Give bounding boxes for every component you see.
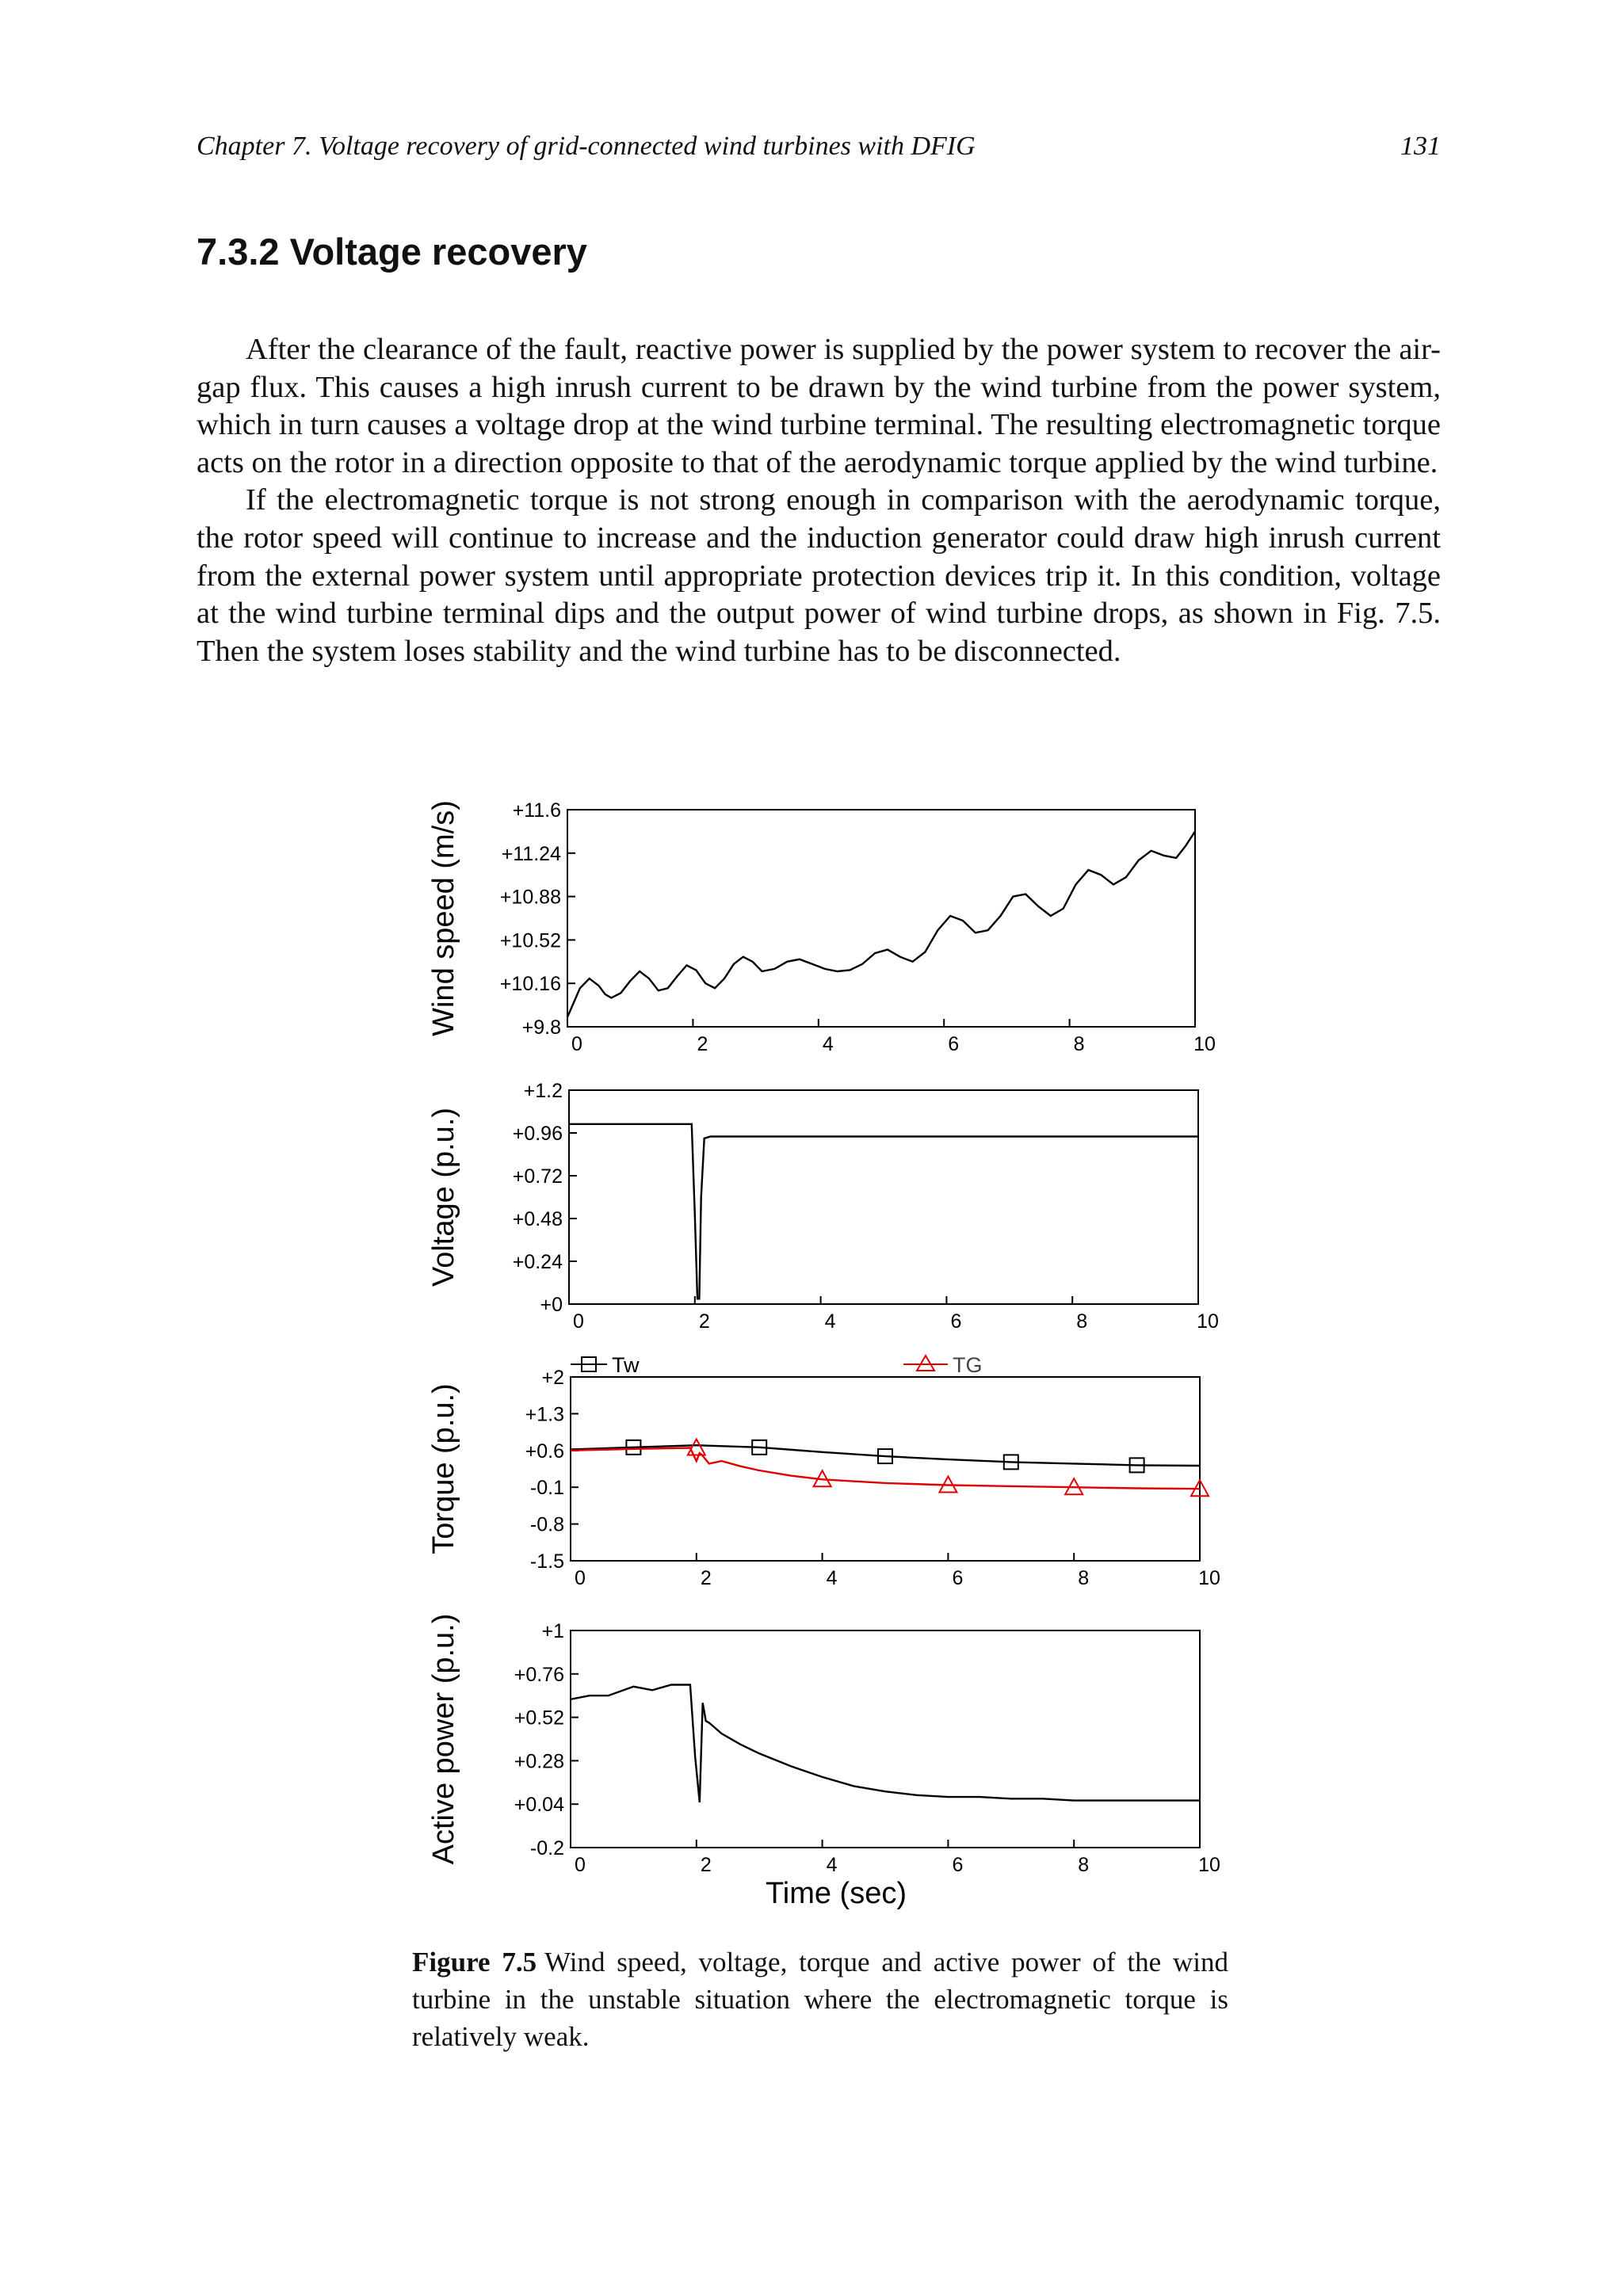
plot-frame [567, 810, 1195, 1027]
x-tick-label: 6 [952, 1567, 964, 1589]
y-tick-label: +1.2 [523, 1080, 563, 1102]
x-tick-label: 4 [826, 1854, 838, 1876]
chart-panel-1 [427, 799, 1216, 1055]
page-number: 131 [1400, 132, 1441, 161]
data-marker [1065, 1478, 1083, 1494]
data-marker [752, 1440, 766, 1455]
y-tick-label: +1 [541, 1620, 564, 1642]
y-tick-label: +1.3 [525, 1403, 564, 1426]
y-tick-label: +0.04 [514, 1794, 564, 1817]
y-tick-label: +9.8 [521, 1016, 561, 1039]
y-tick-label: +11.6 [512, 799, 561, 822]
y-tick-label: +11.24 [501, 842, 561, 865]
y-tick-label: +0.24 [512, 1251, 563, 1273]
x-tick-label: 8 [1078, 1854, 1090, 1876]
chart-legend [571, 1353, 983, 1377]
data-marker [1130, 1458, 1144, 1472]
x-tick-label: 4 [824, 1310, 836, 1333]
legend-marker [582, 1357, 596, 1371]
plot-frame [571, 1630, 1200, 1848]
series-line-TG [571, 1448, 1200, 1489]
chart-panel-3 [427, 1353, 1220, 1589]
y-tick-label: -0.8 [529, 1513, 564, 1536]
data-marker [814, 1470, 831, 1486]
x-tick-label: 10 [1198, 1567, 1220, 1589]
series-line-s1 [571, 1685, 1200, 1802]
y-tick-label: +0.28 [514, 1750, 564, 1773]
legend-marker [917, 1356, 934, 1371]
x-tick-label: 2 [697, 1033, 708, 1055]
data-marker [1004, 1455, 1018, 1469]
legend-label: TG [953, 1353, 983, 1377]
data-marker [626, 1440, 640, 1455]
series-line-s1 [567, 831, 1195, 1016]
y-axis-label: Wind speed (m/s) [427, 800, 460, 1036]
chart-panel-4 [427, 1614, 1220, 1876]
y-tick-label: -0.1 [529, 1477, 564, 1500]
y-tick-label: +0.48 [512, 1208, 563, 1230]
y-axis-label: Voltage (p.u.) [427, 1107, 460, 1287]
x-tick-label: 0 [575, 1567, 586, 1589]
y-tick-label: -0.2 [529, 1837, 564, 1859]
x-tick-label: 2 [700, 1854, 712, 1876]
figure-caption [412, 1943, 1228, 2055]
x-tick-label: 4 [822, 1033, 834, 1055]
legend-label: Tw [612, 1353, 640, 1377]
x-axis-label: Time (sec) [765, 1877, 907, 1910]
x-tick-label: 4 [826, 1567, 838, 1589]
y-tick-label: +0.6 [525, 1440, 564, 1463]
section-heading: 7.3.2 Voltage recovery [197, 231, 587, 273]
series-line-Tw [571, 1445, 1200, 1466]
x-tick-label: 6 [952, 1854, 964, 1876]
x-tick-label: 10 [1197, 1310, 1219, 1333]
x-tick-label: 10 [1193, 1033, 1216, 1055]
y-tick-label: +0.76 [514, 1663, 564, 1686]
y-axis-label: Active power (p.u.) [427, 1613, 460, 1865]
x-tick-label: 0 [575, 1854, 586, 1876]
x-tick-label: 0 [573, 1310, 584, 1333]
data-marker [939, 1477, 957, 1493]
y-tick-label: +0.96 [512, 1123, 563, 1145]
body-text [197, 331, 1441, 670]
x-tick-label: 6 [950, 1310, 962, 1333]
x-tick-label: 10 [1198, 1854, 1220, 1876]
data-marker [688, 1439, 705, 1455]
x-tick-label: 2 [698, 1310, 710, 1333]
y-axis-label: Torque (p.u.) [427, 1383, 460, 1554]
y-tick-label: +10.52 [499, 929, 561, 952]
x-tick-label: 6 [948, 1033, 960, 1055]
plot-frame [571, 1377, 1200, 1561]
series-line-s1 [569, 1124, 1198, 1299]
y-tick-label: -1.5 [529, 1550, 564, 1573]
y-tick-label: +10.16 [499, 973, 561, 996]
chart-panel-2 [427, 1080, 1219, 1333]
x-tick-label: 8 [1076, 1310, 1088, 1333]
paragraph: If the electromagnetic torque is not strong enough in comparison with the aerodynamic torque, the rotor speed will continue to increase and the induction generator could draw high inrush current from the external power system until appropriate protection devices trip it. In this condition, voltage at the wind turbine terminal dips and the output power of wind turbine drops, as shown in Fig. 7.5. Then the system loses stability and the wind turbine has to be disconnected. [197, 483, 1441, 668]
y-tick-label: +0 [540, 1294, 563, 1316]
plot-frame [569, 1090, 1198, 1304]
y-tick-label: +0.72 [512, 1165, 563, 1188]
y-tick-label: +0.52 [514, 1707, 564, 1730]
paragraph: After the clearance of the fault, reactive power is supplied by the power system to recover the air-gap flux. This causes a high inrush current to be drawn by the wind turbine from the power system, which in turn causes a voltage drop at the wind turbine terminal. The resulting electromagnetic torque acts on the rotor in a direction opposite to that of the aerodynamic torque applied by the wind turbine. [197, 333, 1441, 479]
x-tick-label: 8 [1078, 1567, 1090, 1589]
figure-label: Figure 7.5 [412, 1947, 537, 1978]
y-tick-label: +2 [541, 1367, 564, 1389]
x-tick-label: 2 [700, 1567, 712, 1589]
y-tick-label: +10.88 [499, 886, 561, 909]
chapter-title: Chapter 7. Voltage recovery of grid-connected wind turbines with DFIG [197, 132, 976, 161]
data-marker [1191, 1480, 1209, 1496]
x-tick-label: 8 [1073, 1033, 1085, 1055]
data-marker [878, 1449, 892, 1463]
x-tick-label: 0 [571, 1033, 582, 1055]
caption-text: Wind speed, voltage, torque and active power of the wind turbine in the unstable situation where the electromagnetic torque is relatively weak. [412, 1947, 1228, 2052]
